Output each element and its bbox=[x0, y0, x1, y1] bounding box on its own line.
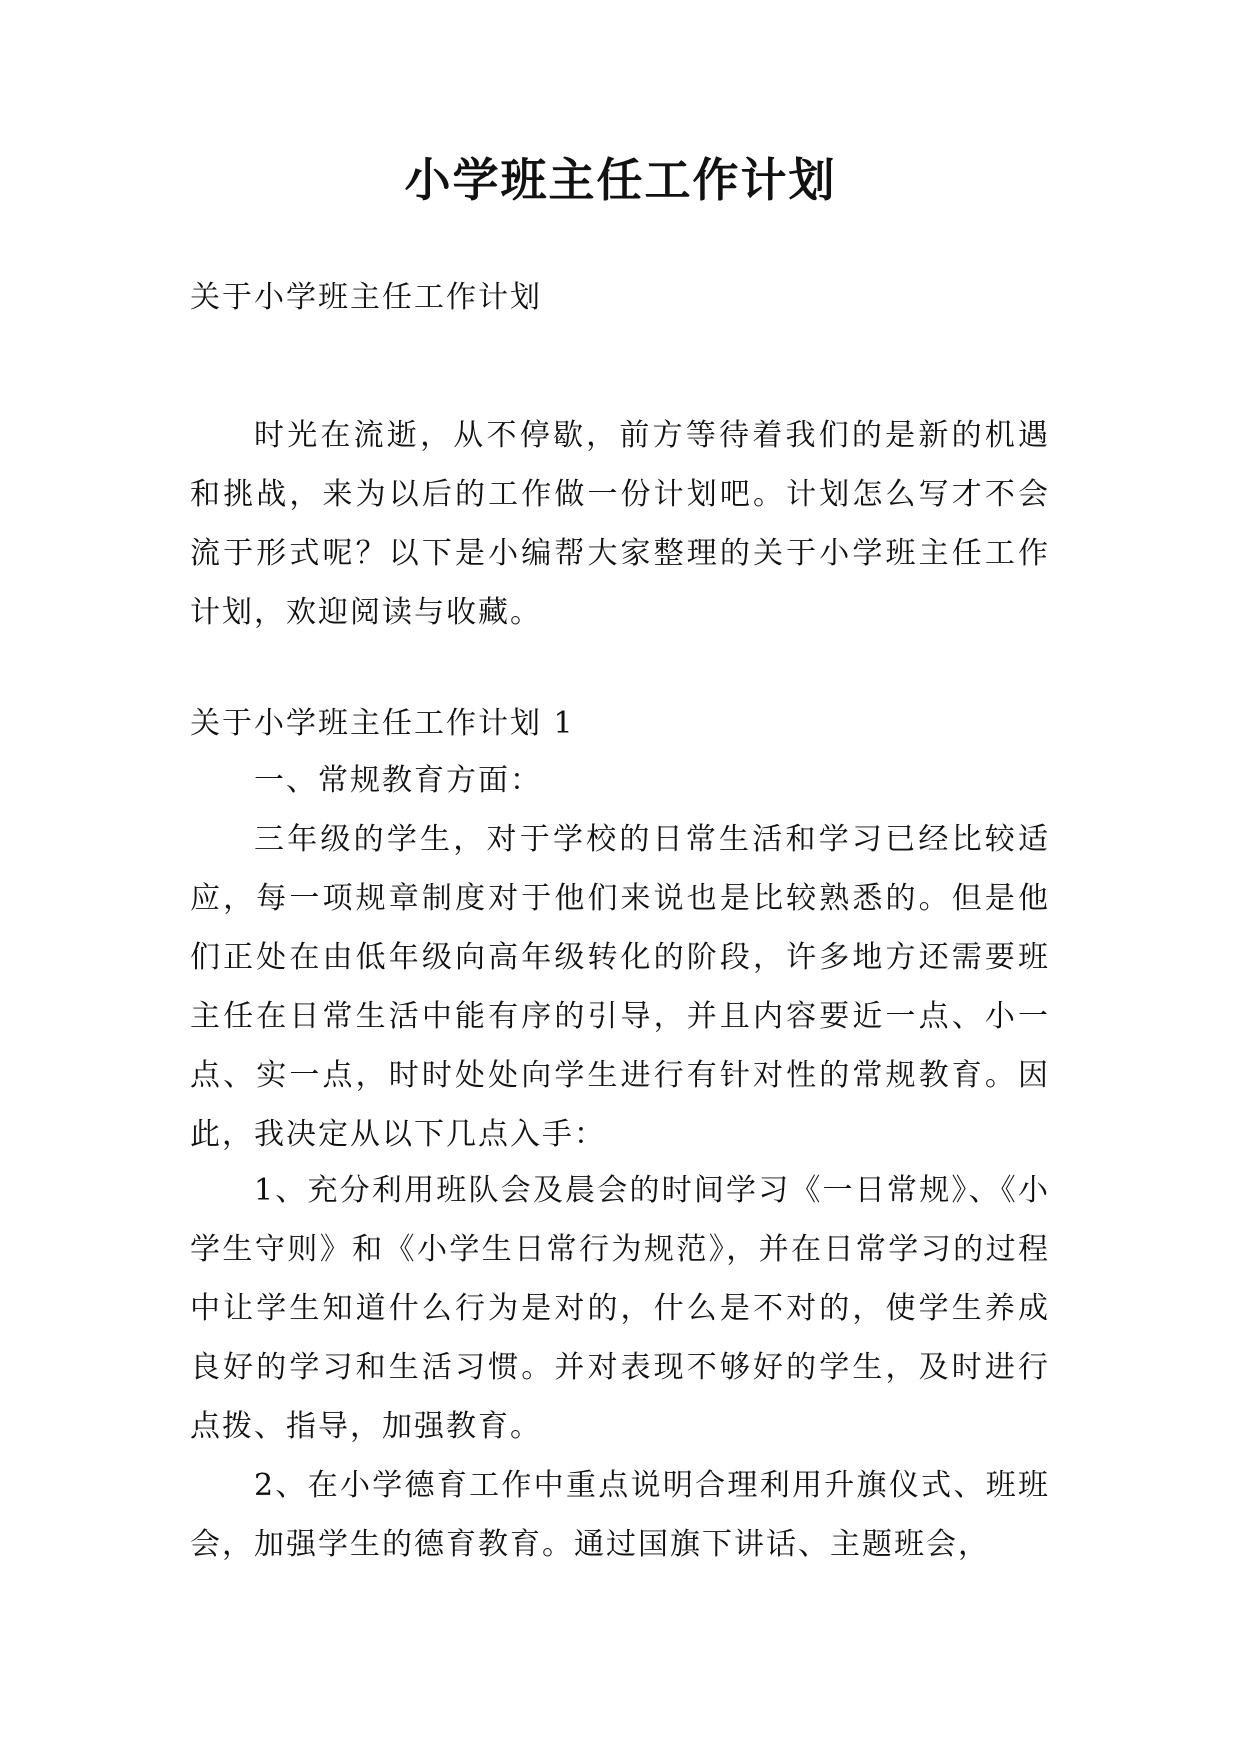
document-title: 小学班主任工作计划 bbox=[404, 153, 837, 207]
body-paragraph: 1、充分利用班队会及晨会的时间学习《一日常规》、《小学生守则》和《小学生日常行为规范》，并在日常学习的过程中让学生知道什么行为是对的，什么是不对的，使学生养成良好的学习和生活习惯。并对表现不够好的学生，及时进行点拨、指导，加强教育。 bbox=[190, 1173, 1050, 1444]
section-heading: 关于小学班主任工作计划 1 bbox=[190, 706, 575, 741]
body-paragraph: 三年级的学生，对于学校的日常生活和学习已经比较适应，每一项规章制度对于他们来说也是比较熟悉的。但是他们正处在由低年级向高年级转化的阶段，许多地方还需要班主任在日常生活中能有序的引导，并且内容要近一点、小一点、实一点，时时处处向学生进行有针对性的常规教育。因此，我决定从以下几点入手： bbox=[190, 822, 1050, 1152]
document-subtitle: 关于小学班主任工作计划 bbox=[190, 280, 542, 315]
body-paragraph: 2、在小学德育工作中重点说明合理利用升旗仪式、班班会，加强学生的德育教育。通过国旗下讲话、主题班会， bbox=[190, 1468, 1050, 1562]
point-heading: 一、常规教育方面： bbox=[254, 763, 542, 798]
intro-paragraph: 时光在流逝，从不停歇，前方等待着我们的是新的机遇和挑战，来为以后的工作做一份计划吧。计划怎么写才不会流于形式呢？以下是小编帮大家整理的关于小学班主任工作计划，欢迎阅读与收藏。 bbox=[190, 418, 1050, 630]
